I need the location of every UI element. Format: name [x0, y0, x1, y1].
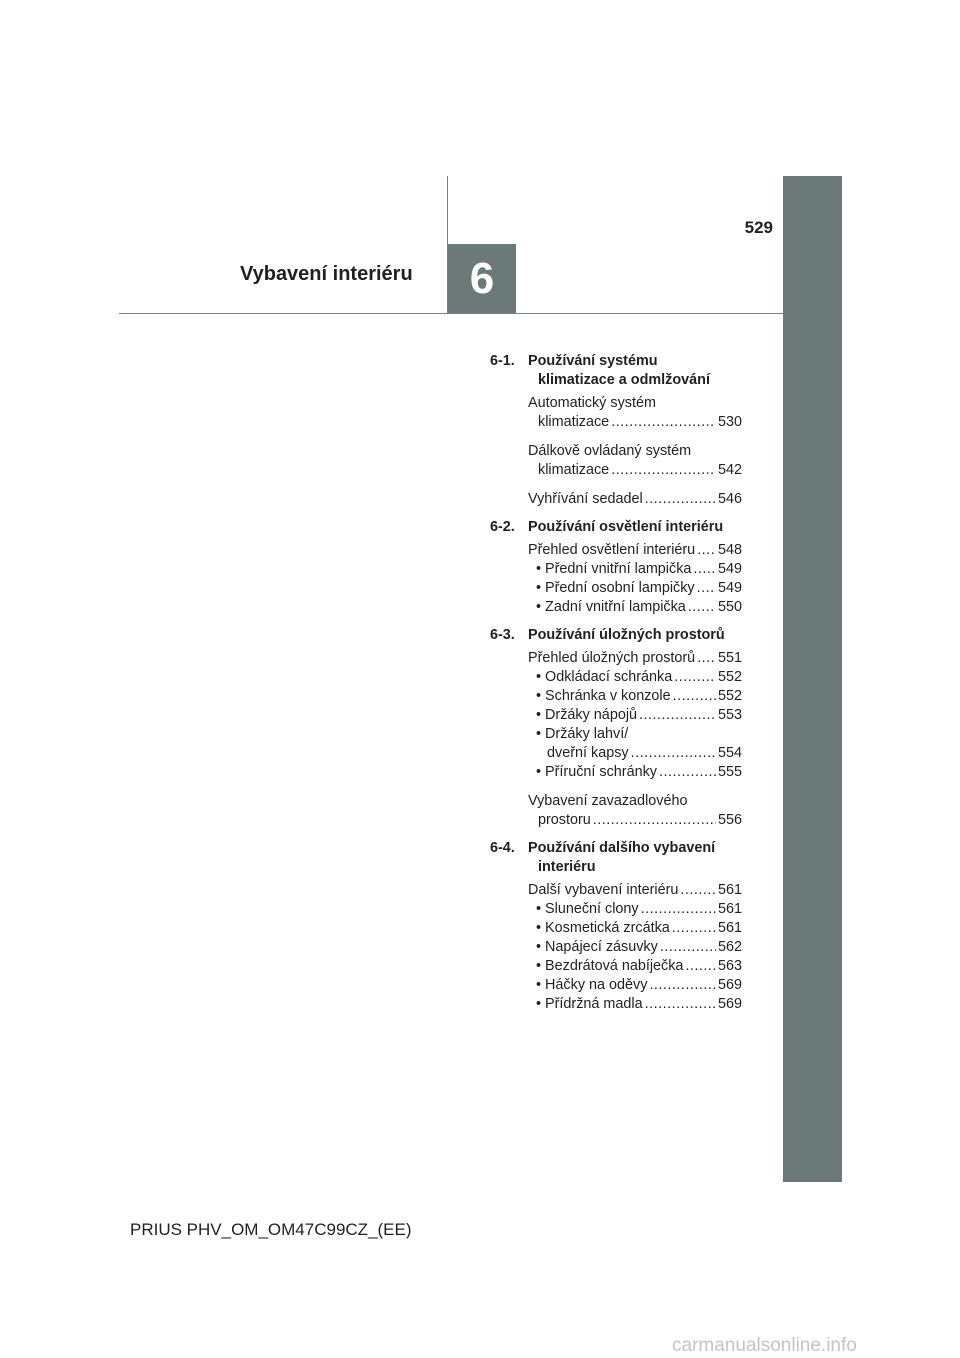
dot-leader: [685, 957, 716, 976]
toc-entry-page: 553: [717, 707, 742, 723]
header-horizontal-rule: [119, 313, 783, 314]
toc-entry-page: 549: [717, 561, 742, 577]
toc-subentry[interactable]: [528, 938, 742, 957]
section-title-cont: interiéru: [538, 859, 596, 875]
toc-section-6-1: [490, 352, 742, 509]
section-title: Používání dalšího vybavení: [528, 840, 716, 856]
toc-entry-page: 561: [717, 901, 742, 917]
toc-subentry-label: • Přídržná madla: [536, 996, 643, 1012]
section-heading[interactable]: [490, 626, 742, 645]
dot-leader: [697, 541, 716, 560]
toc-entry[interactable]: [528, 541, 742, 560]
toc-subentry-label: • Odkládací schránka: [536, 669, 673, 685]
page-number: 529: [744, 218, 773, 237]
dot-leader: [593, 811, 716, 830]
chapter-title: Vybavení interiéru: [240, 263, 413, 285]
toc-subentry[interactable]: [528, 976, 742, 995]
toc-entry-label: Přehled úložných prostorů: [528, 650, 696, 666]
toc-subentry-label: • Držáky nápojů: [536, 707, 638, 723]
section-heading[interactable]: [490, 352, 742, 390]
toc-subentry-label: • Sluneční clony: [536, 901, 639, 917]
toc-section-6-3: [490, 626, 742, 830]
section-title: Používání systému: [528, 353, 658, 369]
dot-leader: [680, 881, 716, 900]
toc-subentry[interactable]: [528, 744, 742, 763]
toc-entry-page: 554: [717, 745, 742, 761]
toc-subentry[interactable]: [528, 919, 742, 938]
toc-entry[interactable]: [528, 811, 742, 830]
toc-entry-label-line: Dálkově ovládaný systém: [528, 443, 692, 459]
toc-entry[interactable]: [528, 649, 742, 668]
toc-entry[interactable]: [528, 490, 742, 509]
toc-subentry[interactable]: [528, 957, 742, 976]
toc-subentry[interactable]: [528, 900, 742, 919]
toc-entry-page: 542: [717, 462, 742, 478]
toc-entry[interactable]: [528, 413, 742, 432]
toc-entry-label: Vyhřívání sedadel: [528, 491, 643, 507]
toc-entry-label: Přehled osvětlení interiéru: [528, 542, 696, 558]
toc-subentry[interactable]: [528, 668, 742, 687]
dot-leader: [697, 579, 716, 598]
dot-leader: [645, 490, 716, 509]
dot-leader: [693, 560, 716, 579]
dot-leader: [673, 687, 716, 706]
toc-entry-label: Další vybavení interiéru: [528, 882, 679, 898]
toc-subentry-label: • Háčky na oděvy: [536, 977, 648, 993]
toc-subentry-label-line: • Držáky lahví/: [536, 726, 629, 742]
dot-leader: [688, 598, 716, 617]
toc-entry[interactable]: [528, 461, 742, 480]
dot-leader: [639, 706, 716, 725]
table-of-contents: [490, 352, 742, 1014]
dot-leader: [672, 919, 716, 938]
section-number: 6-1.: [490, 353, 515, 369]
toc-entry-page: 546: [717, 491, 742, 507]
footer-model-code: PRIUS PHV_OM_OM47C99CZ_(EE): [130, 1220, 412, 1239]
toc-subentry[interactable]: [528, 560, 742, 579]
toc-subentry-label: dveřní kapsy: [547, 745, 629, 761]
dot-leader: [611, 461, 716, 480]
section-heading[interactable]: [490, 839, 742, 877]
toc-subentry-label: • Přední vnitřní lampička: [536, 561, 692, 577]
toc-subentry-label: • Napájecí zásuvky: [536, 939, 658, 955]
toc-subentry[interactable]: [528, 598, 742, 617]
section-title: Používání osvětlení interiéru: [528, 519, 724, 535]
toc-subentry[interactable]: [528, 687, 742, 706]
dot-leader: [645, 995, 716, 1014]
dot-leader: [674, 668, 716, 687]
toc-subentry[interactable]: [528, 995, 742, 1014]
toc-entry-page: 530: [717, 414, 742, 430]
toc-entry-page: 552: [717, 669, 742, 685]
toc-entry-page: 561: [717, 920, 742, 936]
toc-entry-label: klimatizace: [538, 414, 610, 430]
toc-subentry-label: • Schránka v konzole: [536, 688, 671, 704]
section-number: 6-2.: [490, 519, 515, 535]
toc-entry-label-line: Automatický systém: [528, 395, 656, 411]
toc-entry-label: prostoru: [538, 812, 591, 828]
toc-subentry-label: • Bezdrátová nabíječka: [536, 958, 684, 974]
toc-section-6-4: [490, 839, 742, 1014]
dot-leader: [611, 413, 716, 432]
section-title: Používání úložných prostorů: [528, 627, 725, 643]
toc-entry-page: 569: [717, 996, 742, 1012]
toc-subentry-label: • Zadní vnitřní lampička: [536, 599, 686, 615]
toc-entry-page: 552: [717, 688, 742, 704]
toc-entry-page: 555: [717, 764, 742, 780]
toc-subentry-label: • Příruční schránky: [536, 764, 657, 780]
dot-leader: [697, 649, 716, 668]
section-number: 6-4.: [490, 840, 515, 856]
section-heading[interactable]: [490, 518, 742, 537]
toc-entry[interactable]: [528, 881, 742, 900]
toc-entry-page: 563: [717, 958, 742, 974]
toc-entry-page: 548: [717, 542, 742, 558]
toc-entry-page: 561: [717, 882, 742, 898]
toc-subentry[interactable]: [528, 763, 742, 782]
chapter-number-box: 6: [448, 244, 516, 313]
toc-subentry-label: • Přední osobní lampičky: [536, 580, 695, 596]
dot-leader: [631, 744, 716, 763]
toc-entry-page: 569: [717, 977, 742, 993]
dot-leader: [649, 976, 716, 995]
section-title-cont: klimatizace a odmlžování: [538, 372, 710, 388]
toc-section-6-2: [490, 518, 742, 617]
dot-leader: [641, 900, 716, 919]
toc-entry-label: klimatizace: [538, 462, 610, 478]
toc-entry-page: 556: [717, 812, 742, 828]
dot-leader: [659, 763, 716, 782]
toc-entry-page: 562: [717, 939, 742, 955]
watermark: carmanualsonline.info: [672, 1335, 857, 1356]
section-number: 6-3.: [490, 627, 515, 643]
toc-entry-page: 549: [717, 580, 742, 596]
toc-subentry-label: • Kosmetická zrcátka: [536, 920, 670, 936]
toc-subentry[interactable]: [528, 579, 742, 598]
chapter-side-tab: [783, 176, 842, 1182]
toc-entry-label-line: Vybavení zavazadlového: [528, 793, 688, 809]
toc-entry-page: 550: [717, 599, 742, 615]
dot-leader: [660, 938, 716, 957]
toc-subentry[interactable]: [528, 706, 742, 725]
toc-entry-page: 551: [717, 650, 742, 666]
